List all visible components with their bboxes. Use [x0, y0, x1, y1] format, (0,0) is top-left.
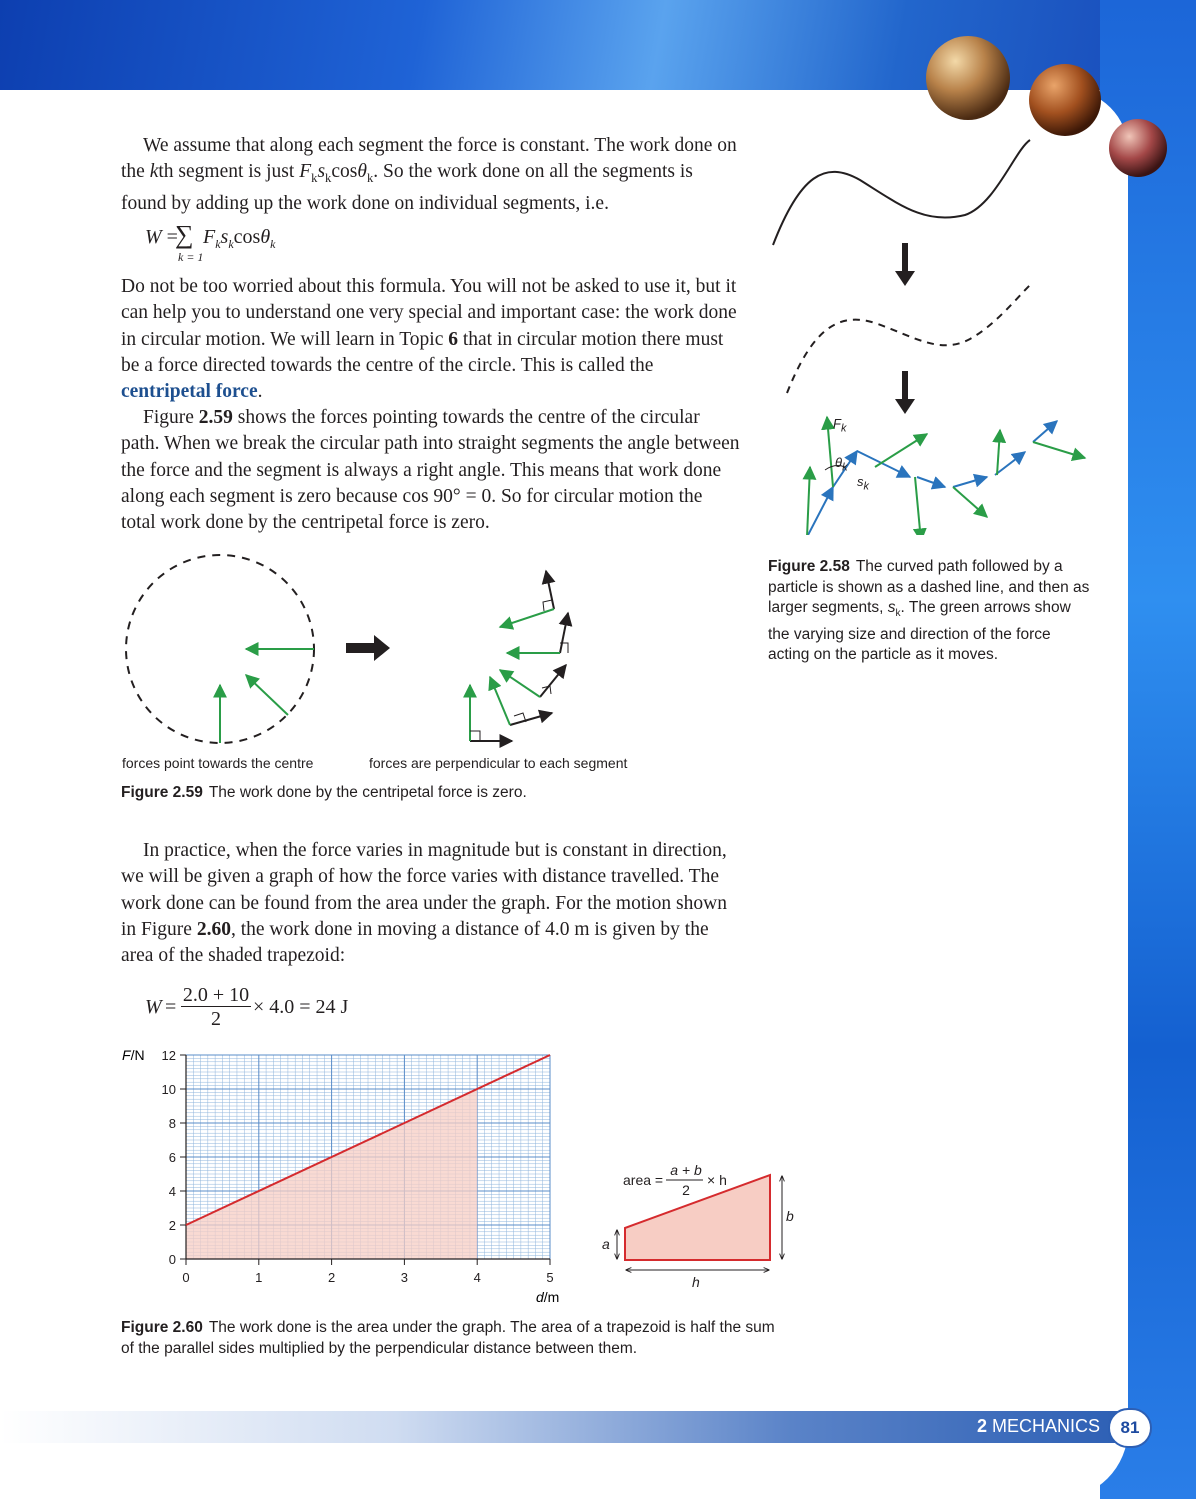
y-tick-label: 0 [168, 1252, 176, 1267]
y-tick-label: 10 [161, 1082, 176, 1097]
text-run: . The green arrows show the varying size and direction of the force acting on the particle as it moves. [768, 599, 1071, 664]
sum-symbol: ∑ [175, 220, 194, 249]
bold-reference: 6 [448, 328, 458, 350]
y-tick-label: 8 [168, 1116, 176, 1131]
eq-cos: cos [233, 226, 261, 248]
trapezoid-label-b: b [786, 1208, 794, 1224]
trapezoid-area-prefix: area = [623, 1172, 664, 1188]
eq2-numerator: 2.0 + 10 [182, 984, 250, 1006]
figure-2-58-label: Figure 2.58 [768, 558, 850, 575]
bold-reference: 2.60 [196, 918, 231, 940]
y-axis-var: F [122, 1047, 131, 1063]
paragraph-graph-area [121, 838, 741, 969]
subscript: k [325, 171, 332, 186]
force-distance-graph [110, 1040, 580, 1315]
italic-symbol: k [149, 161, 159, 183]
right-arrow-big [346, 635, 390, 661]
page-number: 81 [1108, 1408, 1152, 1448]
planet-1 [926, 36, 1010, 120]
footer-chapter-number: 2 [976, 1416, 987, 1436]
planet-3 [1109, 119, 1167, 177]
subscript: k [366, 171, 374, 186]
eq2-denominator: 2 [211, 1008, 221, 1030]
trapezoid-label-a: a [602, 1236, 610, 1252]
italic-symbol: s [887, 599, 896, 616]
eq-theta: θ [260, 226, 271, 248]
force-and-segment-arrows [807, 417, 1085, 535]
italic-symbol: F [299, 161, 312, 183]
key-term: centripetal force [121, 381, 258, 403]
x-tick-label: 1 [255, 1270, 263, 1285]
text-run: In practice, when the force varies in magnitude but is constant in direction, we will be given a graph of how the force varies with distance travelled. The work done can be found from the area under the graph. For the motion shown in Figure [121, 840, 727, 940]
eq-sub: k [215, 237, 221, 251]
paragraph-figure-259 [121, 405, 741, 536]
figure-2-58-caption [768, 557, 1093, 666]
dashed-path [787, 285, 1030, 393]
x-tick-label: 3 [400, 1270, 409, 1285]
eq-s: s [220, 226, 229, 248]
eq2-lhs: W [145, 996, 162, 1018]
text-run: shows the forces pointing towards the centre of the circular path. When we break the circular path into straight segments the angle between the force and the segment is always a right angle. This means that work done along each segment is zero because cos 90° = 0. So for circular motion the total work done by the centripetal force is zero. [121, 407, 740, 534]
eq-lhs: W [145, 226, 162, 248]
figure-2-59-caption [121, 783, 761, 804]
footer-chapter-title: MECHANICS [991, 1416, 1100, 1436]
figure-2-60-label: Figure 2.60 [121, 1319, 203, 1336]
eq-sub: k [270, 237, 276, 251]
y-axis-unit: /N [130, 1047, 145, 1063]
y-tick-label: 6 [168, 1150, 176, 1165]
text-run: th segment is just [158, 161, 300, 183]
paragraph-segment-work [121, 133, 741, 218]
y-tick-label: 12 [161, 1048, 176, 1063]
equation-sum-work: W = ∑ k = 1 $F_ks_k\cos\theta_k$ [145, 220, 276, 264]
footer-band [0, 1411, 1130, 1443]
y-tick-label: 2 [168, 1218, 176, 1233]
bold-reference: 2.59 [198, 407, 233, 428]
figure-2-60-caption-text: The work done is the area under the graph. The area of a trapezoid is half the sum of the parallel sides multiplied by the perpendicular distance between them. [121, 1319, 775, 1357]
down-arrow-2 [895, 371, 915, 414]
x-tick-label: 0 [182, 1270, 190, 1285]
subscript: k [895, 608, 901, 620]
x-tick-label: 2 [327, 1270, 336, 1285]
trapezoid-suffix: × h [707, 1172, 727, 1188]
eq-sub: k [228, 237, 234, 251]
curved-path [773, 140, 1030, 245]
label-F-k: $F_k$ [833, 416, 847, 435]
figure-2-60-caption [121, 1318, 791, 1359]
trapezoid-numerator: a + b [670, 1162, 702, 1178]
text-run: Figure [143, 407, 199, 428]
x-axis-unit: /m [543, 1289, 560, 1305]
equation-trapezoid-work: W = 2.0 + 10 2 × 4.0 = 24 J [145, 984, 349, 1030]
figure-2-59-left-label: forces point towards the centre [122, 755, 314, 771]
italic-symbol: s [317, 161, 326, 183]
text-run: , the work done in moving a distance of 4.0 m is given by the area of the shaded trapezoid: [121, 918, 709, 967]
text-run: that in circular motion there must be a force directed towards the centre of the circle. This is called the [121, 328, 724, 376]
segment-arrows [470, 571, 568, 741]
text-run: The curved path followed by a particle is shown as a dashed line, and then as larger segments, [768, 558, 1090, 616]
text-run: cos [331, 161, 358, 183]
figure-2-59-label: Figure 2.59 [121, 784, 203, 801]
label-s-k: $s_k$ [857, 474, 869, 493]
y-axis-label [122, 1047, 145, 1063]
x-tick-label: 4 [473, 1270, 481, 1285]
footer-chapter-label [977, 1416, 1100, 1438]
down-arrow-1 [895, 243, 915, 286]
figure-2-59-diagram [110, 545, 630, 755]
force-arrow [246, 675, 288, 715]
figure-2-59-right-label: forces are perpendicular to each segment [369, 755, 628, 771]
trapezoid-label-h: h [692, 1274, 700, 1290]
subscript: k [311, 171, 318, 186]
y-tick-label: 4 [168, 1184, 176, 1199]
sum-index: k = 1 [178, 250, 204, 264]
text-run: . So the work done on all the segments is found by adding up the work done on individual segments, i.e. [121, 161, 693, 215]
eq2-rest: × 4.0 = 24 J [253, 996, 349, 1018]
x-tick-label: 5 [546, 1270, 554, 1285]
italic-symbol: θ [357, 161, 367, 183]
text-run: . [257, 381, 263, 403]
x-axis-label [536, 1289, 559, 1305]
figure-2-58-diagram [765, 125, 1105, 535]
eq-F: F [203, 226, 216, 248]
trapezoid-denominator: 2 [682, 1182, 690, 1198]
text-run: Do not be too worried about this formula. You will not be asked to use it, but it can help you to understand one very special and important case: the work done in circular motion. We will learn in Topic [121, 276, 737, 350]
text-run: We assume that along each segment the force is constant. The work done on the [121, 135, 737, 183]
x-axis-var: d [536, 1289, 544, 1305]
label-theta-k: $\theta_k$ [835, 455, 848, 474]
paragraph-circular-motion [121, 274, 741, 405]
figure-2-59-caption-text: The work done by the centripetal force is zero. [208, 784, 527, 801]
